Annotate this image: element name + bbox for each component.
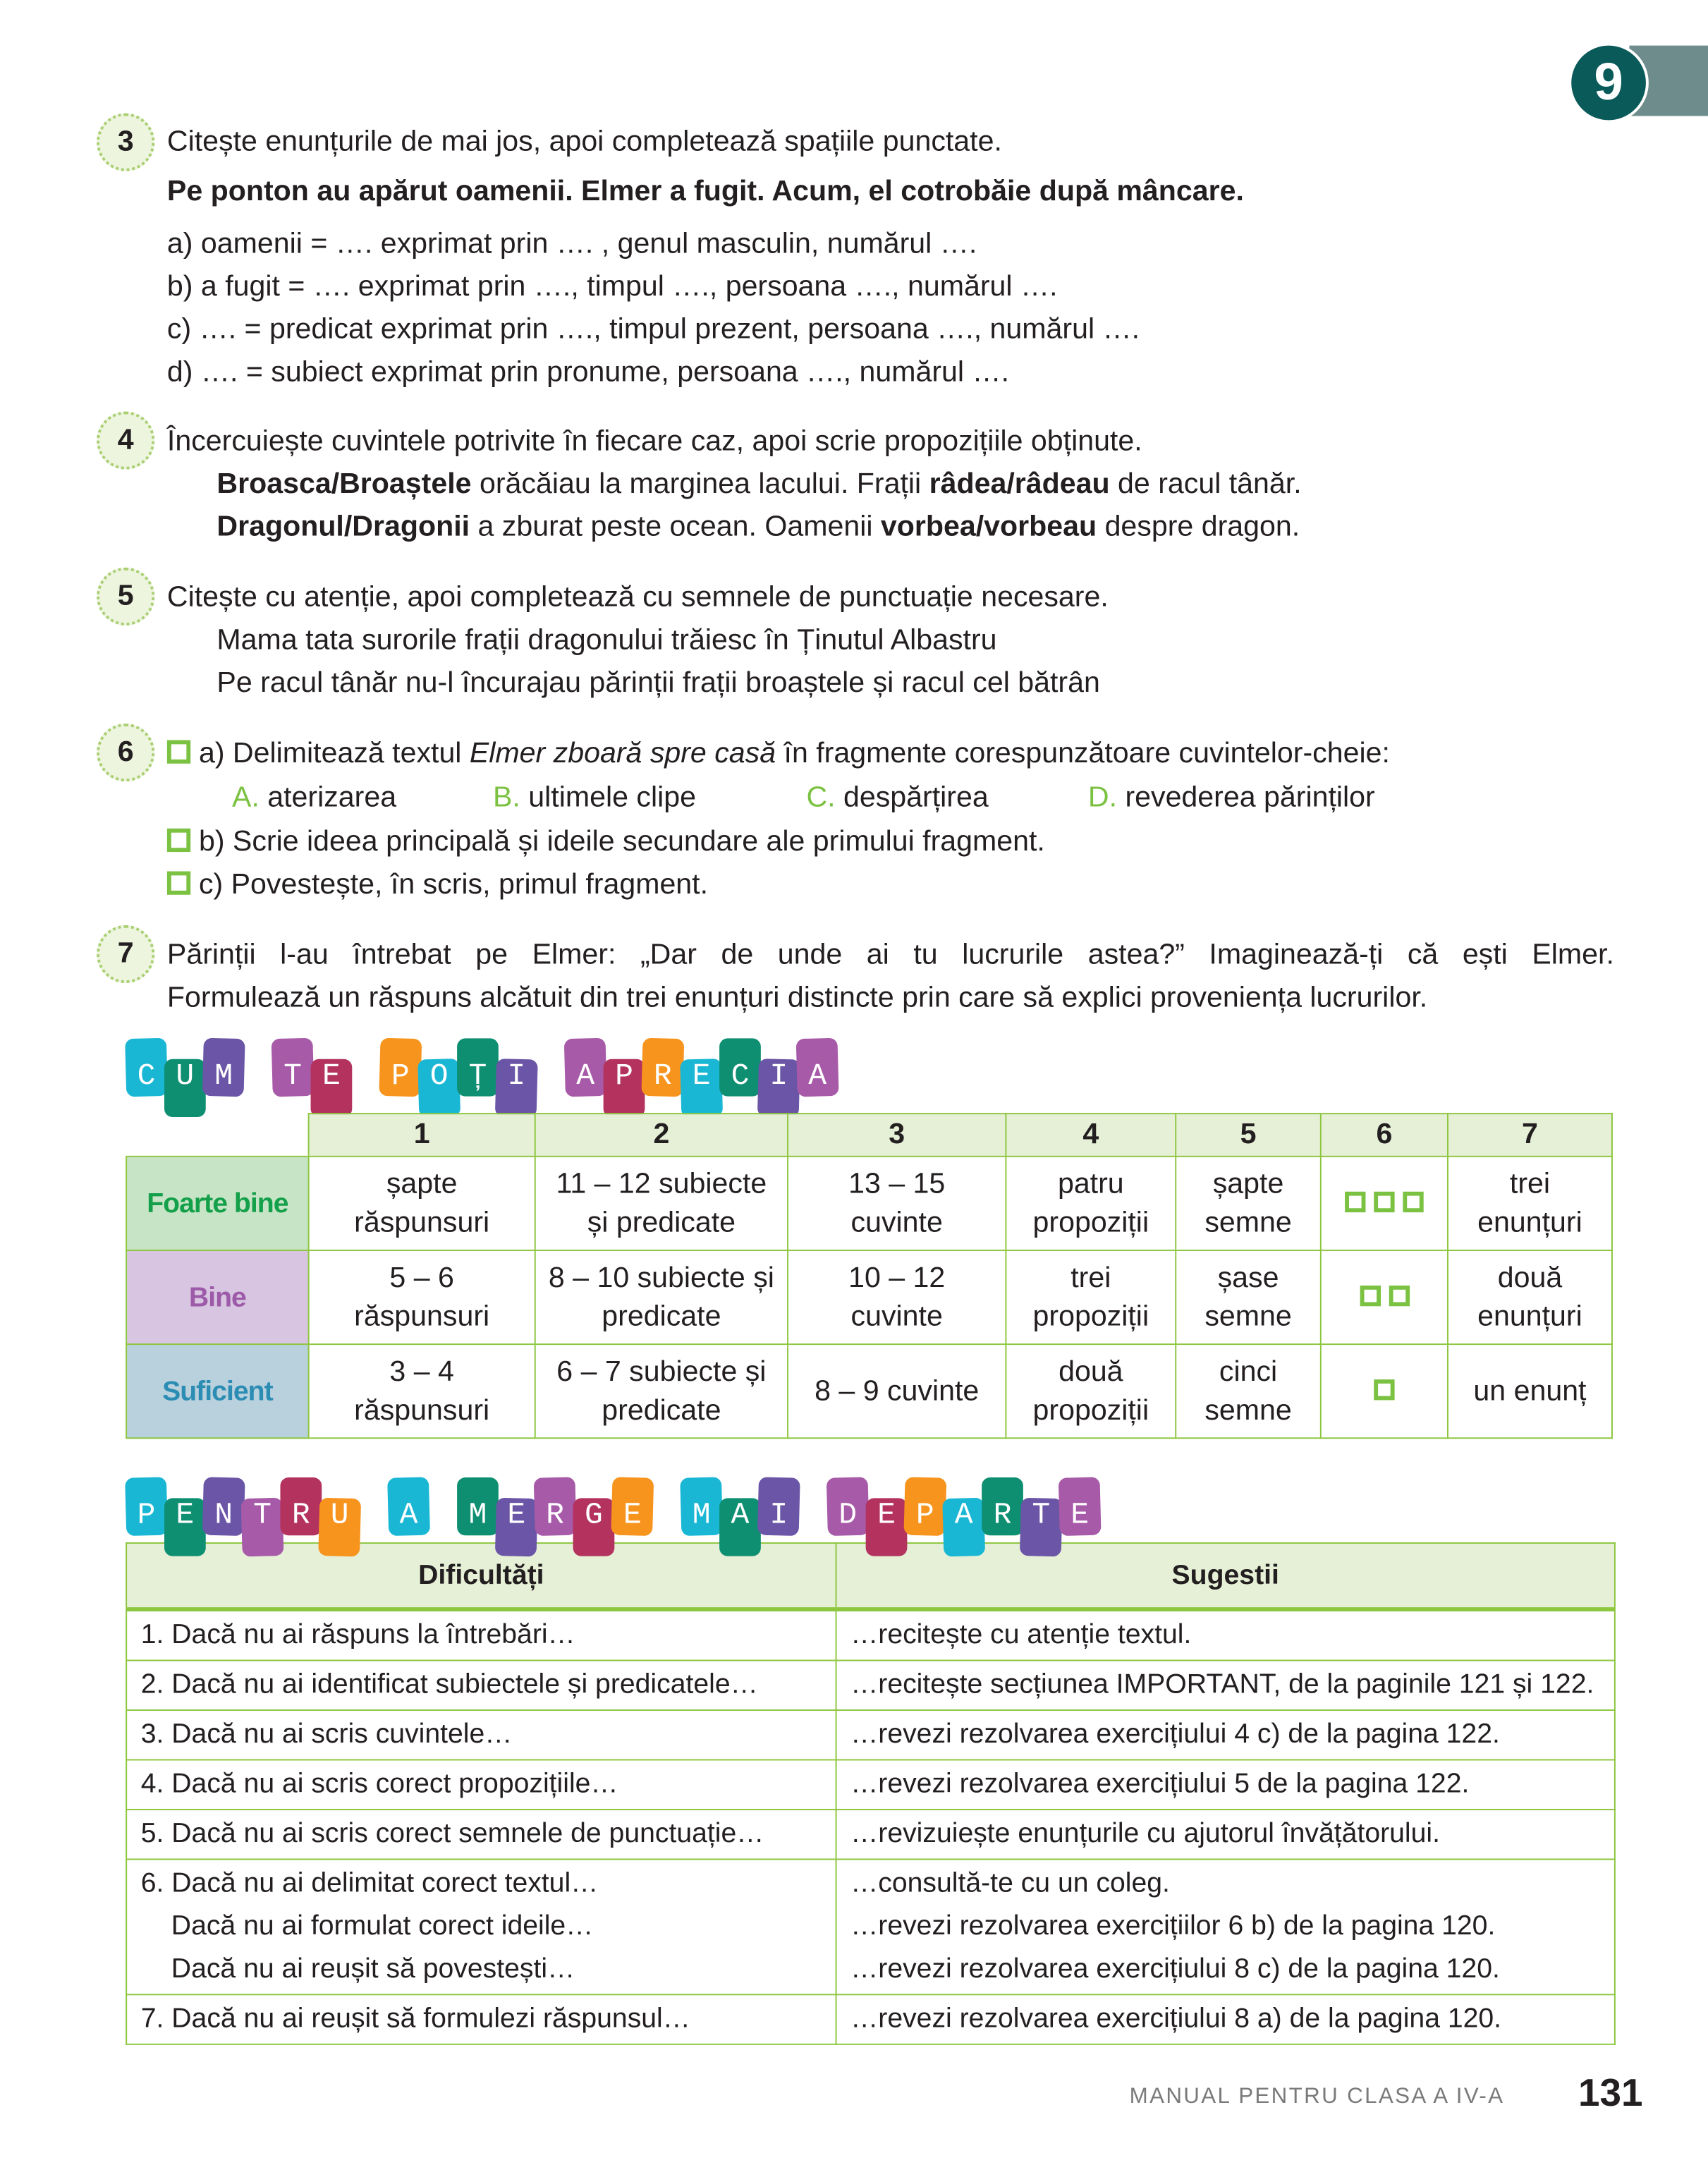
title-word: POȚI	[391, 1059, 547, 1094]
title-word: A	[399, 1498, 439, 1533]
column-header: 2	[535, 1114, 788, 1157]
table-cell	[788, 1344, 1006, 1438]
table-cell	[788, 1157, 1006, 1250]
option-letter: B.	[493, 781, 520, 814]
cell-line: propoziții	[1032, 1393, 1149, 1426]
exercise-item: d) …. = subiect exprimat prin pronume, persoana …., numărul ….	[166, 356, 1010, 389]
cell-line: cuvinte	[850, 1206, 943, 1238]
assessment-table	[126, 1113, 1613, 1439]
cell-line: cinci	[1219, 1355, 1278, 1387]
checkbox-icon[interactable]	[167, 829, 190, 852]
option-text: revederea părinților	[1117, 781, 1375, 814]
cell-line: 4. Dacă nu ai scris corect propozițiile…	[140, 1769, 618, 1800]
exercise-item: b) a fugit = …. exprimat prin …., timpul …., persoana …., numărul ….	[166, 270, 1058, 303]
cell-line: enunțuri	[1477, 1206, 1582, 1238]
option-text: despărțirea	[835, 781, 989, 814]
title-word: DEPARTE	[838, 1498, 1110, 1533]
table-cell	[535, 1250, 788, 1344]
footer-label: MANUAL PENTRU CLASA A IV-A	[1129, 2085, 1505, 2109]
square-icon	[1345, 1191, 1365, 1212]
difficulty-cell	[126, 1710, 836, 1760]
table-row	[126, 1760, 1615, 1809]
table-row	[126, 1250, 1612, 1344]
table-row	[126, 1157, 1612, 1250]
suggestion-cell	[836, 1859, 1615, 1994]
part-b-text: b) Scrie ideea principală și ideile secundare ale primului fragment.	[198, 825, 1045, 858]
table-cell	[1448, 1344, 1612, 1438]
cell-line: 3 – 4	[389, 1355, 454, 1387]
word-choice: Broasca/Broaștele	[216, 468, 472, 500]
word-choice: Dragonul/Dragonii	[216, 511, 470, 543]
option-letter: A.	[231, 781, 260, 814]
cell-line: Dacă nu ai reușit să povestești…	[171, 1953, 575, 1984]
column-header: 7	[1448, 1114, 1612, 1157]
suggestion-cell	[836, 1760, 1615, 1809]
word-choice: vorbea/vorbeau	[880, 511, 1097, 543]
cell-line: …revezi rezolvarea exercițiului 5 de la pagina 122.	[850, 1769, 1470, 1800]
word-choice: râdea/râdeau	[929, 468, 1110, 500]
table-cell	[1176, 1250, 1321, 1344]
table-cell	[1448, 1157, 1612, 1250]
cell-line: 3. Dacă nu ai scris cuvintele…	[140, 1719, 513, 1750]
option-text: ultimele clipe	[520, 781, 696, 814]
part-a-prefix: a) Delimitează textul	[198, 737, 470, 769]
table-cell	[1006, 1157, 1176, 1250]
cell-line: semne	[1204, 1300, 1292, 1332]
cell-line: răspunsuri	[354, 1393, 490, 1426]
table-cell	[309, 1344, 535, 1438]
part-a-suffix: în fragmente corespunzătoare cuvintelor-cheie:	[776, 737, 1390, 769]
table-row	[126, 1609, 1615, 1660]
cell-line: două	[1497, 1261, 1563, 1293]
exercise-number: 7	[97, 925, 154, 983]
cell-line: 6. Dacă nu ai delimitat corect textul…	[140, 1868, 599, 1899]
column-header: 4	[1006, 1114, 1176, 1157]
cell-line: …revezi rezolvarea exercițiului 4 c) de la pagina 122.	[850, 1719, 1500, 1750]
exercise-number: 3	[97, 114, 154, 171]
cell-line: …revizuiește enunțurile cu ajutorul învățătorului.	[850, 1818, 1441, 1849]
keyword-option	[493, 776, 696, 819]
sentence-text: de racul tânăr.	[1109, 468, 1302, 500]
section-title-further	[126, 1477, 1175, 1560]
sentence-text: orăcăiau la marginea lacului. Frații	[471, 468, 929, 500]
cell-line: 5 – 6	[389, 1261, 454, 1293]
cell-line: 11 – 12 subiecte	[556, 1167, 767, 1200]
cell-line: predicate	[602, 1393, 721, 1426]
cell-line: și predicate	[587, 1206, 736, 1238]
header-blank	[126, 1114, 308, 1157]
cell-line: …recitește cu atenție textul.	[850, 1619, 1192, 1650]
cell-line: șase	[1217, 1261, 1279, 1293]
keyword-option	[232, 776, 396, 819]
column-header: Sugestii	[836, 1543, 1615, 1609]
exercise-line: Pe racul tânăr nu-l încurajau părinții frații broaștele și racul cel bătrân	[216, 666, 1100, 699]
cell-line: …consultă-te cu un coleg.	[850, 1868, 1170, 1899]
cell-line: propoziții	[1032, 1300, 1149, 1332]
cell-line: un enunț	[1473, 1374, 1587, 1407]
cell-line: Dacă nu ai formulat corect ideile…	[171, 1910, 594, 1941]
cell-line: 13 – 15	[848, 1167, 946, 1200]
suggestion-cell	[836, 1710, 1615, 1760]
difficulty-cell	[126, 1609, 836, 1660]
column-header: 1	[309, 1114, 535, 1157]
table-cell	[1321, 1157, 1448, 1250]
level-label: Bine	[126, 1250, 308, 1344]
exercise-line	[216, 463, 1301, 506]
checkbox-icon[interactable]	[167, 871, 190, 894]
table-row	[126, 1994, 1615, 2044]
cell-line: propoziții	[1032, 1206, 1149, 1238]
cell-line: 1. Dacă nu ai răspuns la întrebări…	[140, 1619, 575, 1650]
cell-line: 5. Dacă nu ai scris corect semnele de punctuație…	[140, 1818, 764, 1849]
part-a-title: Elmer zboară spre casă	[469, 737, 776, 769]
cell-line: semne	[1204, 1206, 1292, 1238]
title-word: CUM	[137, 1059, 254, 1094]
cell-line: …revezi rezolvarea exercițiului 8 c) de la pagina 120.	[850, 1953, 1500, 1984]
title-word: MAI	[692, 1498, 809, 1533]
suggestion-cell	[836, 1660, 1615, 1709]
sentence-text: a zburat peste ocean. Oamenii	[470, 511, 881, 543]
exercise-line: Părinții l-au întrebat pe Elmer: „Dar de unde ai tu lucrurile astea?” Imaginează-ți că ești Elmer.	[166, 939, 1614, 971]
exercise-instruction: Citește enunțurile de mai jos, apoi completează spațiile punctate.	[166, 126, 1002, 158]
cell-line: 2. Dacă nu ai identificat subiectele și predicatele…	[140, 1669, 758, 1700]
cell-line: șapte	[1212, 1167, 1284, 1200]
exercise-item: c) …. = predicat exprimat prin …., timpul prezent, persoana …., numărul ….	[166, 313, 1140, 346]
cell-line: răspunsuri	[354, 1300, 490, 1332]
cell-line: trei	[1070, 1261, 1111, 1293]
difficulty-cell	[126, 1660, 836, 1709]
level-label: Suficient	[126, 1344, 308, 1438]
table-cell	[1006, 1250, 1176, 1344]
column-header: 5	[1176, 1114, 1321, 1157]
cell-line: cuvinte	[850, 1300, 943, 1332]
table-cell	[1448, 1250, 1612, 1344]
cell-line: 8 – 10 subiecte și	[548, 1261, 774, 1293]
suggestion-cell	[836, 1609, 1615, 1660]
page-number: 131	[1578, 2071, 1643, 2114]
square-icon	[1374, 1191, 1394, 1212]
table-header-row	[126, 1114, 1612, 1157]
table-cell	[1321, 1250, 1448, 1344]
level-label: Foarte bine	[126, 1157, 308, 1250]
square-icon	[1403, 1191, 1423, 1212]
part-c-text: c) Povestește, în scris, primul fragment.	[198, 868, 709, 901]
column-header: 6	[1321, 1114, 1448, 1157]
difficulty-cell	[126, 1859, 836, 1994]
title-word: TE	[283, 1059, 361, 1094]
chapter-badge: 9	[1568, 43, 1649, 123]
table-cell	[309, 1250, 535, 1344]
section-title-assess	[126, 1038, 1175, 1121]
exercise-line: Formulează un răspuns alcătuit din trei enunțuri distincte prin care să explici proveniența lucrurilor.	[166, 982, 1428, 1014]
exercise-line: Mama tata surorile frații dragonului trăiesc în Ținutul Albastru	[216, 624, 997, 657]
table-row	[126, 1660, 1615, 1709]
title-word: MERGE	[468, 1498, 662, 1533]
difficulty-cell	[126, 1994, 836, 2044]
table-cell	[1006, 1344, 1176, 1438]
cell-line: …recitește secțiunea IMPORTANT, de la paginile 121 și 122.	[850, 1669, 1594, 1700]
exercise-number: 5	[97, 568, 154, 626]
exercise-part-a	[167, 732, 1390, 775]
table-cell	[535, 1344, 788, 1438]
exercise-number: 6	[97, 724, 154, 781]
square-icon	[1360, 1285, 1380, 1305]
cell-line: două	[1059, 1355, 1123, 1387]
sentence-text: despre dragon.	[1097, 511, 1300, 543]
difficulty-cell	[126, 1810, 836, 1859]
cell-line: 7. Dacă nu ai reușit să formulezi răspunsul…	[140, 2004, 690, 2035]
column-header: Dificultăți	[126, 1543, 836, 1609]
keyword-option	[806, 776, 988, 819]
table-cell	[1176, 1157, 1321, 1250]
option-letter: C.	[806, 781, 836, 814]
exercise-sentence: Pe ponton au apărut oamenii. Elmer a fugit. Acum, el cotrobăie după mâncare.	[166, 175, 1244, 207]
exercise-instruction: Citește cu atenție, apoi completează cu semnele de punctuație necesare.	[166, 581, 1109, 614]
cell-line: 8 – 9 cuvinte	[815, 1374, 980, 1407]
cell-line: …revezi rezolvarea exercițiilor 6 b) de la pagina 120.	[850, 1910, 1496, 1941]
table-cell	[1321, 1344, 1448, 1438]
cell-line: 6 – 7 subiecte și	[556, 1355, 767, 1387]
cell-line: 10 – 12	[848, 1261, 946, 1293]
cell-line: semne	[1204, 1393, 1292, 1426]
exercise-item: a) oamenii = …. exprimat prin …. , genul masculin, numărul ….	[166, 228, 977, 260]
cell-line: patru	[1057, 1167, 1124, 1200]
square-icon	[1374, 1379, 1394, 1399]
difficulty-cell	[126, 1760, 836, 1809]
table-row	[126, 1810, 1615, 1859]
cell-line: …revezi rezolvarea exercițiului 8 a) de la pagina 120.	[850, 2004, 1502, 2035]
remediation-table	[126, 1542, 1616, 2045]
cell-line: enunțuri	[1477, 1300, 1582, 1332]
title-word: APRECIA	[576, 1059, 848, 1094]
cell-line: șapte	[386, 1167, 458, 1200]
table-cell	[309, 1157, 535, 1250]
exercise-part-b	[167, 820, 1045, 863]
exercise-part-c	[167, 863, 708, 906]
exercise-line	[216, 506, 1300, 549]
table-row	[126, 1859, 1615, 1994]
table-cell	[788, 1250, 1006, 1344]
column-header: 3	[788, 1114, 1006, 1157]
title-word: PENTRU	[137, 1498, 370, 1533]
table-row	[126, 1710, 1615, 1760]
square-icon	[1389, 1285, 1409, 1305]
table-cell	[535, 1157, 788, 1250]
option-letter: D.	[1087, 781, 1118, 814]
cell-line: predicate	[602, 1300, 721, 1332]
table-cell	[1176, 1344, 1321, 1438]
option-text: aterizarea	[259, 781, 397, 814]
checkbox-icon[interactable]	[167, 740, 190, 763]
cell-line: trei	[1509, 1167, 1551, 1200]
suggestion-cell	[836, 1994, 1615, 2044]
keyword-option	[1088, 776, 1375, 819]
table-row	[126, 1344, 1612, 1438]
exercise-number: 4	[97, 411, 154, 469]
exercise-instruction: Încercuiește cuvintele potrivite în fiecare caz, apoi scrie propozițiile obținute.	[166, 425, 1142, 458]
suggestion-cell	[836, 1810, 1615, 1859]
cell-line: răspunsuri	[354, 1206, 490, 1238]
